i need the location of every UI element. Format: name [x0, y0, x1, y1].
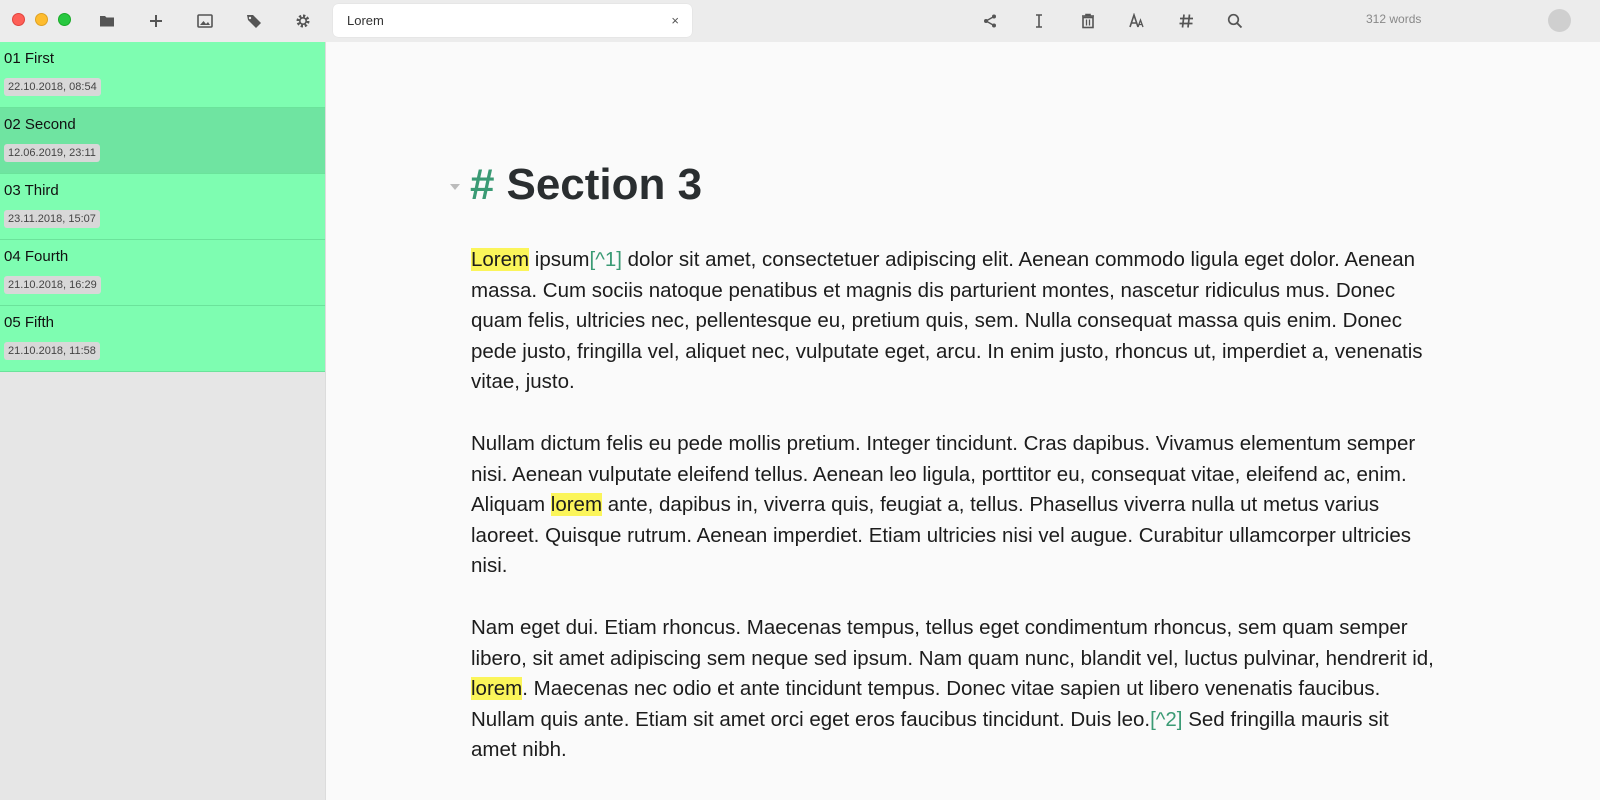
maximize-window-button[interactable]: [58, 13, 71, 26]
folder-icon: [99, 13, 115, 29]
text-run: . Maecenas nec odio et ante tincidunt tempus. Donec vitae sapien ut libero venenatis faucibus.: [522, 677, 1381, 701]
paragraph-line: Nam eget dui. Etiam rhoncus. Maecenas tempus, tellus eget condimentum rhoncus, sem quam semper: [471, 616, 1408, 639]
search-highlight: lorem: [550, 493, 603, 517]
paragraph-line: vitae, justo.: [471, 370, 575, 394]
insert-image-button[interactable]: [193, 9, 217, 33]
delete-button[interactable]: [1076, 9, 1100, 33]
trash-icon: [1080, 13, 1096, 29]
note-item-second[interactable]: [0, 108, 325, 174]
text-run: Aliquam: [471, 493, 551, 517]
close-window-button[interactable]: [12, 13, 25, 26]
share-button[interactable]: [978, 9, 1002, 33]
text-run: ipsum: [529, 248, 590, 271]
paragraph-line: [471, 245, 1511, 276]
new-note-button[interactable]: [144, 9, 168, 33]
note-title: 03 Third: [4, 182, 59, 199]
text-cursor-icon: [1031, 13, 1047, 29]
share-icon: [982, 13, 998, 29]
focus-mode-button[interactable]: [1027, 9, 1051, 33]
note-date: 21.10.2018, 11:58: [4, 342, 100, 360]
paragraph-line: amet nibh.: [471, 738, 567, 762]
search-button[interactable]: [1223, 9, 1247, 33]
gear-icon: [295, 13, 311, 29]
note-item-fifth[interactable]: [0, 306, 325, 372]
paragraph-line: nisi.: [471, 554, 508, 578]
tags-button[interactable]: [242, 9, 266, 33]
note-date: 21.10.2018, 16:29: [4, 276, 101, 294]
paragraph-line: quam felis, ultricies nec, pellentesque eu, pretium quis, sem. Nulla consequat massa quis enim. Donec: [471, 309, 1402, 333]
search-highlight: Lorem: [471, 248, 530, 271]
paragraph-line: laoreet. Quisque rutrum. Aenean imperdiet. Etiam ultricies nisi vel augue. Curabitur ullamcorper ultricies: [471, 523, 1412, 547]
note-title: 04 Fourth: [4, 248, 69, 265]
note-item-third[interactable]: [0, 174, 325, 240]
tag-icon: [246, 13, 262, 29]
footnote-ref[interactable]: [^1]: [589, 248, 622, 271]
paragraph-3: [471, 613, 1511, 766]
notes-sidebar: [0, 42, 326, 800]
font-icon: [1129, 13, 1145, 29]
note-title: 01 First: [4, 50, 55, 67]
note-item-fourth[interactable]: [0, 240, 325, 306]
heading-marker: #: [470, 160, 495, 209]
paragraph-line: [471, 674, 1511, 705]
search-icon: [1227, 13, 1243, 29]
avatar[interactable]: [1548, 9, 1571, 32]
font-button[interactable]: [1125, 9, 1149, 33]
toolbar: [0, 0, 1600, 42]
paragraph-line: pede justo, fringilla vel, aliquet nec, vulputate eget, arcu. In enim justo, rhoncus ut, imperdiet a, venenatis: [471, 339, 1423, 363]
paragraph-line: massa. Cum sociis natoque penatibus et magnis dis parturient montes, nascetur ridiculus mus. Donec: [471, 278, 1396, 302]
document-tab[interactable]: [333, 4, 692, 37]
paragraph-2: [471, 429, 1511, 582]
hashtag-icon: [1178, 13, 1194, 29]
text-run: Sed fringilla mauris sit: [1182, 707, 1389, 731]
note-date: 23.11.2018, 15:07: [4, 210, 100, 228]
note-title: 05 Fifth: [4, 314, 55, 331]
note-date: 12.06.2019, 23:11: [4, 144, 100, 162]
note-date: 22.10.2018, 08:54: [4, 78, 101, 96]
word-count: 312 words: [1366, 12, 1422, 26]
paragraph-line: libero, sit amet adipiscing sem neque sed ipsum. Nam quam nunc, blandit vel, luctus pulvinar, hendrerit id,: [471, 646, 1434, 670]
headings-button[interactable]: [1174, 9, 1198, 33]
footnote-ref[interactable]: [^2]: [1150, 707, 1183, 731]
text-run: Nullam quis ante. Etiam sit amet orci eget eros faucibus tincidunt. Duis leo.: [471, 707, 1151, 731]
editor[interactable]: [326, 42, 1600, 800]
search-highlight: lorem: [471, 677, 523, 701]
note-item-first[interactable]: [0, 42, 325, 108]
note-title: 02 Second: [4, 116, 76, 133]
plus-icon: [148, 13, 164, 29]
tab-close-button[interactable]: ×: [671, 13, 679, 28]
text-run: dolor sit amet, consectetuer adipiscing elit. Aenean commodo ligula eget dolor. Aenean: [621, 248, 1416, 271]
settings-button[interactable]: [291, 9, 315, 33]
paragraph-line: Nullam dictum felis eu pede mollis pretium. Integer tincidunt. Cras dapibus. Vivamus elementum semper: [471, 432, 1416, 455]
open-folder-button[interactable]: [95, 9, 119, 33]
paragraph-line: [471, 490, 1511, 521]
paragraph-line: [471, 705, 1511, 736]
section-heading: [470, 160, 702, 210]
minimize-window-button[interactable]: [35, 13, 48, 26]
fold-toggle-icon[interactable]: [450, 184, 460, 190]
text-run: ante, dapibus in, viverra quis, feugiat a, tellus. Phasellus viverra nulla ut metus varius: [602, 493, 1380, 517]
paragraph-1: [471, 245, 1511, 398]
paragraph-line: nisi. Aenean vulputate eleifend tellus. Aenean leo ligula, porttitor eu, consequat vitae, eleifend ac, enim.: [471, 462, 1407, 486]
tab-title: Lorem: [347, 13, 384, 28]
image-icon: [197, 13, 213, 29]
heading-text: Section 3: [506, 160, 703, 209]
